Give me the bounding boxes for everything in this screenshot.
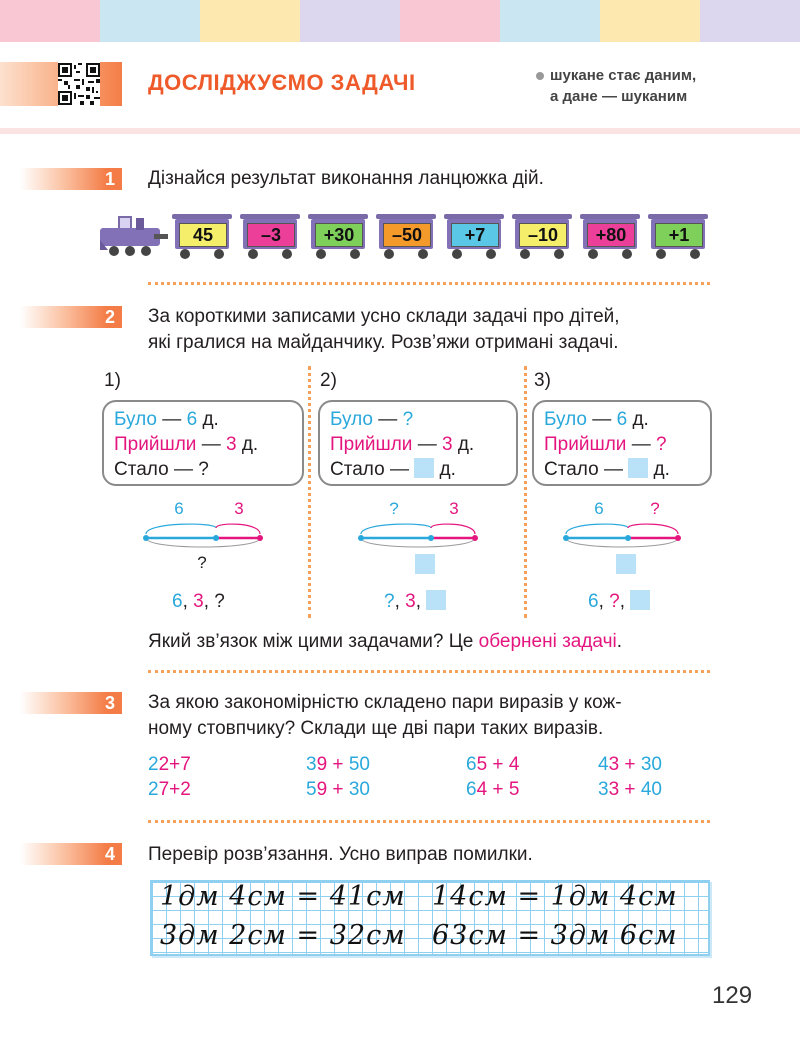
empty-box-icon [426, 590, 446, 610]
wagon-panel: –50 [383, 223, 431, 247]
triple-b: 3 [405, 591, 416, 612]
tens-digit: 4 [598, 754, 609, 775]
wheel [452, 249, 462, 259]
wheel [690, 249, 700, 259]
plus-sign: + [327, 779, 349, 800]
dash: — [378, 409, 398, 430]
header-divider [0, 128, 800, 134]
task-number: 4 [104, 844, 115, 864]
dash: — [603, 459, 623, 480]
divider [148, 282, 710, 285]
units-digit: 9 [316, 779, 328, 800]
train-wagon [376, 214, 436, 260]
wagon-panel: +7 [451, 223, 499, 247]
tens-digit: 6 [466, 779, 477, 800]
came-value: 3 [225, 434, 237, 455]
tens-digit: 2 [148, 779, 159, 800]
came-label: Прийшли [544, 434, 627, 455]
note-line-1: шукане стає даним, [550, 67, 697, 84]
stripe [0, 0, 100, 42]
addend: 5 [508, 779, 520, 800]
was-label: Було [330, 409, 374, 430]
header-note [536, 65, 696, 107]
wheel [384, 249, 394, 259]
problem-1-short-record [102, 400, 304, 486]
plus-sign: + [169, 754, 181, 775]
stripe [500, 0, 600, 42]
segment-diagram-1 [143, 499, 263, 572]
task-2-marker [20, 306, 122, 328]
train-wagon [444, 214, 504, 260]
segment-diagram-3 [563, 499, 681, 574]
unit: д. [202, 409, 219, 430]
stripe [400, 0, 500, 42]
problem-3-short-record [532, 400, 712, 486]
handwritten-line: 1дм 4см = 41см [160, 881, 406, 912]
plus-sign: + [487, 754, 509, 775]
task-1-marker [20, 168, 122, 190]
unit: д. [439, 459, 456, 480]
addend: 2 [180, 779, 191, 800]
stripe [300, 0, 400, 42]
task-4-marker [20, 843, 122, 865]
segment-diagram-2 [358, 499, 478, 574]
expression [598, 752, 662, 777]
segment-a-label: 6 [594, 499, 604, 518]
plus-sign: + [327, 754, 349, 775]
train-wagon [240, 214, 300, 260]
stripe [100, 0, 200, 42]
triple-a: 6 [172, 591, 183, 612]
segment-b-label: 3 [449, 499, 459, 518]
task-number: 3 [104, 693, 115, 713]
triple-3: 6, ?, [588, 589, 650, 615]
unit: д. [632, 409, 649, 430]
task-2-question [148, 629, 622, 655]
expression [148, 777, 191, 802]
units-digit: 7 [158, 779, 170, 800]
came-label: Прийшли [330, 434, 413, 455]
tens-digit: 3 [306, 754, 317, 775]
task-4-text: Перевір розв’язання. Усно виправ помилки. [148, 844, 533, 865]
problem-1-label: 1) [104, 370, 121, 391]
wagon-panel: –3 [247, 223, 295, 247]
empty-box-icon [616, 554, 636, 574]
plus-sign: + [619, 779, 641, 800]
train-wagon [172, 214, 232, 260]
task-3-marker [20, 692, 122, 714]
dash: — [592, 409, 612, 430]
wagon-panel: +30 [315, 223, 363, 247]
problem-2-short-record [318, 400, 518, 486]
empty-box-icon [415, 554, 435, 574]
expression [466, 752, 519, 777]
segment-a-label: ? [389, 499, 399, 518]
addend: 40 [640, 779, 662, 800]
note-line-2: а дане — шуканим [550, 88, 688, 105]
triple-2: ?, 3, [384, 589, 446, 615]
tens-digit: 6 [466, 754, 477, 775]
task-2-text-line-2: які гралися на майданчику. Розв’яжи отримані задачі. [148, 332, 619, 353]
wheel [656, 249, 666, 259]
dash: — [631, 434, 651, 455]
divider [148, 670, 710, 673]
wagon-panel: +1 [655, 223, 703, 247]
wheel [248, 249, 258, 259]
triple-c: ? [214, 591, 225, 612]
expression [306, 777, 370, 802]
became-label: Стало [114, 459, 169, 480]
units-digit: 3 [608, 754, 620, 775]
wheel [350, 249, 360, 259]
became-value: ? [198, 459, 209, 480]
divider [148, 820, 710, 823]
wheel [622, 249, 632, 259]
period: . [616, 631, 622, 652]
came-label: Прийшли [114, 434, 197, 455]
segment-b-label: ? [650, 499, 660, 518]
page-number: 129 [712, 982, 753, 1009]
was-value: ? [402, 409, 414, 430]
triple-a: ? [384, 591, 395, 612]
was-label: Було [114, 409, 158, 430]
empty-box-icon [630, 590, 650, 610]
qr-code-icon[interactable] [58, 62, 100, 106]
triple-a: 6 [588, 591, 599, 612]
dash: — [417, 434, 437, 455]
locomotive-icon [100, 216, 168, 256]
segment-diagrams [130, 494, 720, 584]
task-number: 1 [104, 169, 115, 189]
came-value: 3 [441, 434, 453, 455]
plus-sign: + [487, 779, 509, 800]
addend: 7 [180, 754, 191, 775]
dash: — [389, 459, 409, 480]
wheel [554, 249, 564, 259]
task-2-text-line-1: За короткими записами усно склади задачі про дітей, [148, 306, 620, 327]
task-number: 2 [104, 307, 115, 327]
triple-b: ? [609, 591, 620, 612]
wagon-panel: –10 [519, 223, 567, 247]
train-wagon [512, 214, 572, 260]
expression [306, 752, 370, 777]
wheel [282, 249, 292, 259]
wheel [316, 249, 326, 259]
units-digit: 9 [316, 754, 328, 775]
wheel [418, 249, 428, 259]
triple-1: 6, 3, ? [172, 591, 225, 612]
task-3-text-line-1: За якою закономірністю складено пари виразів у кож- [148, 692, 622, 713]
expression [148, 752, 191, 777]
was-label: Було [544, 409, 588, 430]
top-color-stripes [0, 0, 800, 42]
tens-digit: 2 [148, 754, 159, 775]
became-label: Стало [544, 459, 599, 480]
plus-sign: + [169, 779, 181, 800]
dash: — [201, 434, 221, 455]
task-3-text-line-2: ному стовпчику? Склади ще дві пари таких виразів. [148, 718, 604, 739]
empty-box-icon [414, 458, 434, 478]
segment-a-label: 6 [174, 499, 184, 518]
wheel [486, 249, 496, 259]
addend: 50 [348, 754, 370, 775]
addend: 30 [640, 754, 662, 775]
unit: д. [457, 434, 475, 455]
tens-digit: 3 [598, 779, 609, 800]
page-title: ДОСЛІДЖУЄМО ЗАДАЧІ [148, 70, 416, 95]
problem-2-label: 2) [320, 370, 337, 391]
was-value: 6 [616, 409, 628, 430]
dash: — [173, 459, 193, 480]
answer-text: обернені задачі [478, 631, 617, 652]
segment-b-label: 3 [234, 499, 244, 518]
empty-box-icon [628, 458, 648, 478]
units-digit: 4 [476, 779, 488, 800]
became-label: Стало [330, 459, 385, 480]
units-digit: 2 [158, 754, 170, 775]
expression [598, 777, 662, 802]
wheel [588, 249, 598, 259]
unit: д. [653, 459, 670, 480]
dash: — [162, 409, 182, 430]
handwritten-line: 3дм 2см = 32см [160, 920, 406, 951]
tens-digit: 5 [306, 779, 317, 800]
wagon-panel: 45 [179, 223, 227, 247]
expression [466, 777, 519, 802]
came-value: ? [655, 434, 667, 455]
wagon-panel: +80 [587, 223, 635, 247]
stripe [700, 0, 800, 42]
handwritten-line: 63см = 3дм 6см [432, 920, 678, 951]
wheel [214, 249, 224, 259]
question-text: Який зв’язок між цими задачами? Це [148, 631, 474, 652]
total-label: ? [197, 553, 207, 572]
stripe [200, 0, 300, 42]
was-value: 6 [186, 409, 198, 430]
plus-sign: + [619, 754, 641, 775]
train-wagon [648, 214, 708, 260]
wheel [180, 249, 190, 259]
triple-b: 3 [193, 591, 204, 612]
addend: 4 [508, 754, 520, 775]
train-wagon [308, 214, 368, 260]
train-wagon [580, 214, 640, 260]
problem-3-label: 3) [534, 370, 551, 391]
addend: 30 [348, 779, 370, 800]
units-digit: 3 [608, 779, 620, 800]
task-1-text: Дізнайся результат виконання ланцюжка дій. [148, 168, 544, 189]
handwritten-line: 14см = 1дм 4см [432, 881, 678, 912]
units-digit: 5 [476, 754, 488, 775]
bullet-icon [536, 72, 544, 80]
stripe [600, 0, 700, 42]
wheel [520, 249, 530, 259]
unit: д. [241, 434, 259, 455]
